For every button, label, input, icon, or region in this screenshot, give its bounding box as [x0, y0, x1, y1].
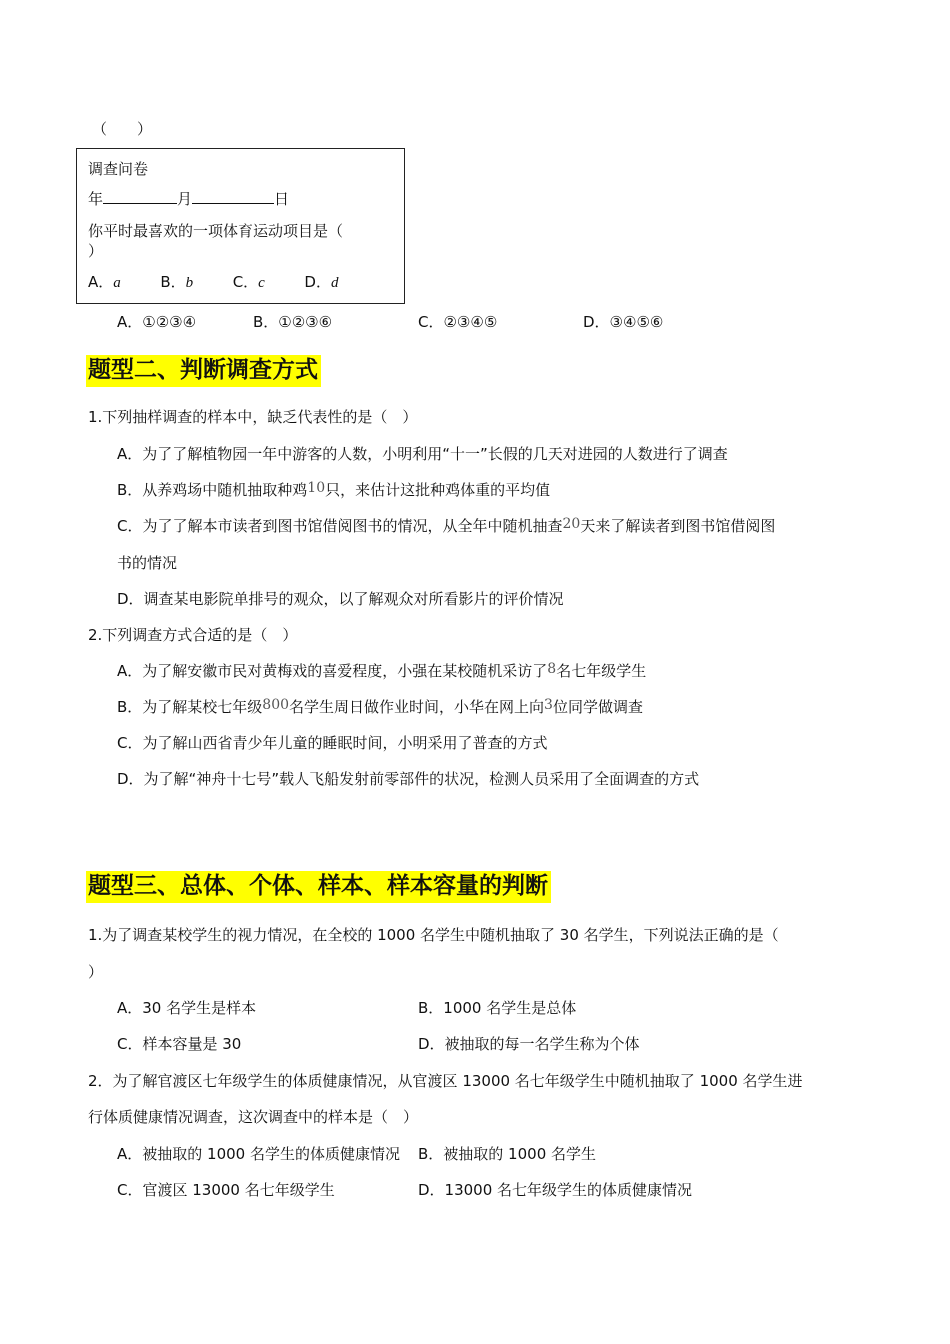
s3-q2-stem-line1: 2．为了解官渡区七年级学生的体质健康情况，从官渡区 13000 名七年级学生中随机抽取了 1000 名学生进	[88, 1072, 803, 1090]
s2-q2-option-b: B．为了解某校七年级800名学生周日做作业时间，小华在网上向3位同学做调查	[117, 697, 643, 716]
s3-q2-option-b: B．被抽取的 1000 名学生	[418, 1145, 597, 1163]
s2-q1-option-c-cont: 书的情况	[117, 554, 178, 572]
s3-q2-option-c: C．官渡区 13000 名七年级学生	[117, 1181, 335, 1199]
s3-q2-option-a: A．被抽取的 1000 名学生的体质健康情况	[117, 1145, 400, 1163]
s3-q1-stem-line1: 1.为了调查某校学生的视力情况，在全校的 1000 名学生中随机抽取了 30 名学生，下列说法正确的是（	[88, 926, 779, 944]
survey-question-line2: ）	[88, 242, 104, 260]
s2-q2-option-c: C．为了解山西省青少年儿童的睡眠时间，小明采用了普查的方式	[117, 734, 548, 752]
month-blank	[192, 189, 274, 204]
s3-q1-option-c: C．样本容量是 30	[117, 1035, 242, 1053]
s2-q1-option-a: A．为了了解植物园一年中游客的人数，小明利用“十一”长假的几天对进园的人数进行了调查	[117, 445, 728, 463]
s3-q1-stem-line2: ）	[88, 963, 104, 981]
survey-title: 调查问卷	[88, 160, 149, 178]
s2-q1-option-d: D．调查某电影院单排号的观众，以了解观众对所看影片的评价情况	[117, 590, 564, 608]
s3-q2-stem-line2: 行体质健康情况调查，这次调查中的样本是（ ）	[88, 1108, 419, 1126]
prev-option-b: B．①②③⑥	[253, 313, 333, 331]
s2-q1-option-c: C．为了了解本市读者到图书馆借阅图书的情况，从全年中随机抽查20天来了解读者到图书馆借阅图	[117, 516, 776, 535]
s2-q1-option-b: B．从养鸡场中随机抽取种鸡10只，来估计这批种鸡体重的平均值	[117, 480, 551, 499]
s2-q2-option-d: D．为了解“神舟十七号”载人飞船发射前零部件的状况，检测人员采用了全面调查的方式	[117, 770, 700, 788]
answer-paren: （ ）	[92, 120, 153, 138]
prev-option-a: A．①②③④	[117, 313, 197, 331]
prev-option-d: D．③④⑤⑥	[583, 313, 664, 331]
s2-q1-stem: 1.下列抽样调查的样本中，缺乏代表性的是（ ）	[88, 408, 418, 426]
s3-q2-option-d: D．13000 名七年级学生的体质健康情况	[418, 1181, 693, 1199]
survey-date-line: 年 月 日	[88, 190, 290, 208]
s2-q2-stem: 2.下列调查方式合适的是（ ）	[88, 626, 298, 644]
year-blank	[103, 189, 177, 204]
survey-question-line1: 你平时最喜欢的一项体育运动项目是（	[88, 222, 344, 240]
prev-option-c: C．②③④⑤	[418, 313, 498, 331]
s3-q1-option-d: D．被抽取的每一名学生称为个体	[418, 1035, 640, 1053]
survey-questionnaire-box	[76, 148, 405, 304]
survey-options: A．a B．b C．c D．d	[88, 273, 339, 291]
s2-q2-option-a: A．为了解安徽市民对黄梅戏的喜爱程度，小强在某校随机采访了8名七年级学生	[117, 661, 647, 680]
s3-q1-option-a: A．30 名学生是样本	[117, 999, 257, 1017]
section-heading-2: 题型二、判断调查方式	[86, 355, 321, 387]
s3-q1-option-b: B．1000 名学生是总体	[418, 999, 577, 1017]
section-heading-3: 题型三、总体、个体、样本、样本容量的判断	[86, 871, 551, 903]
